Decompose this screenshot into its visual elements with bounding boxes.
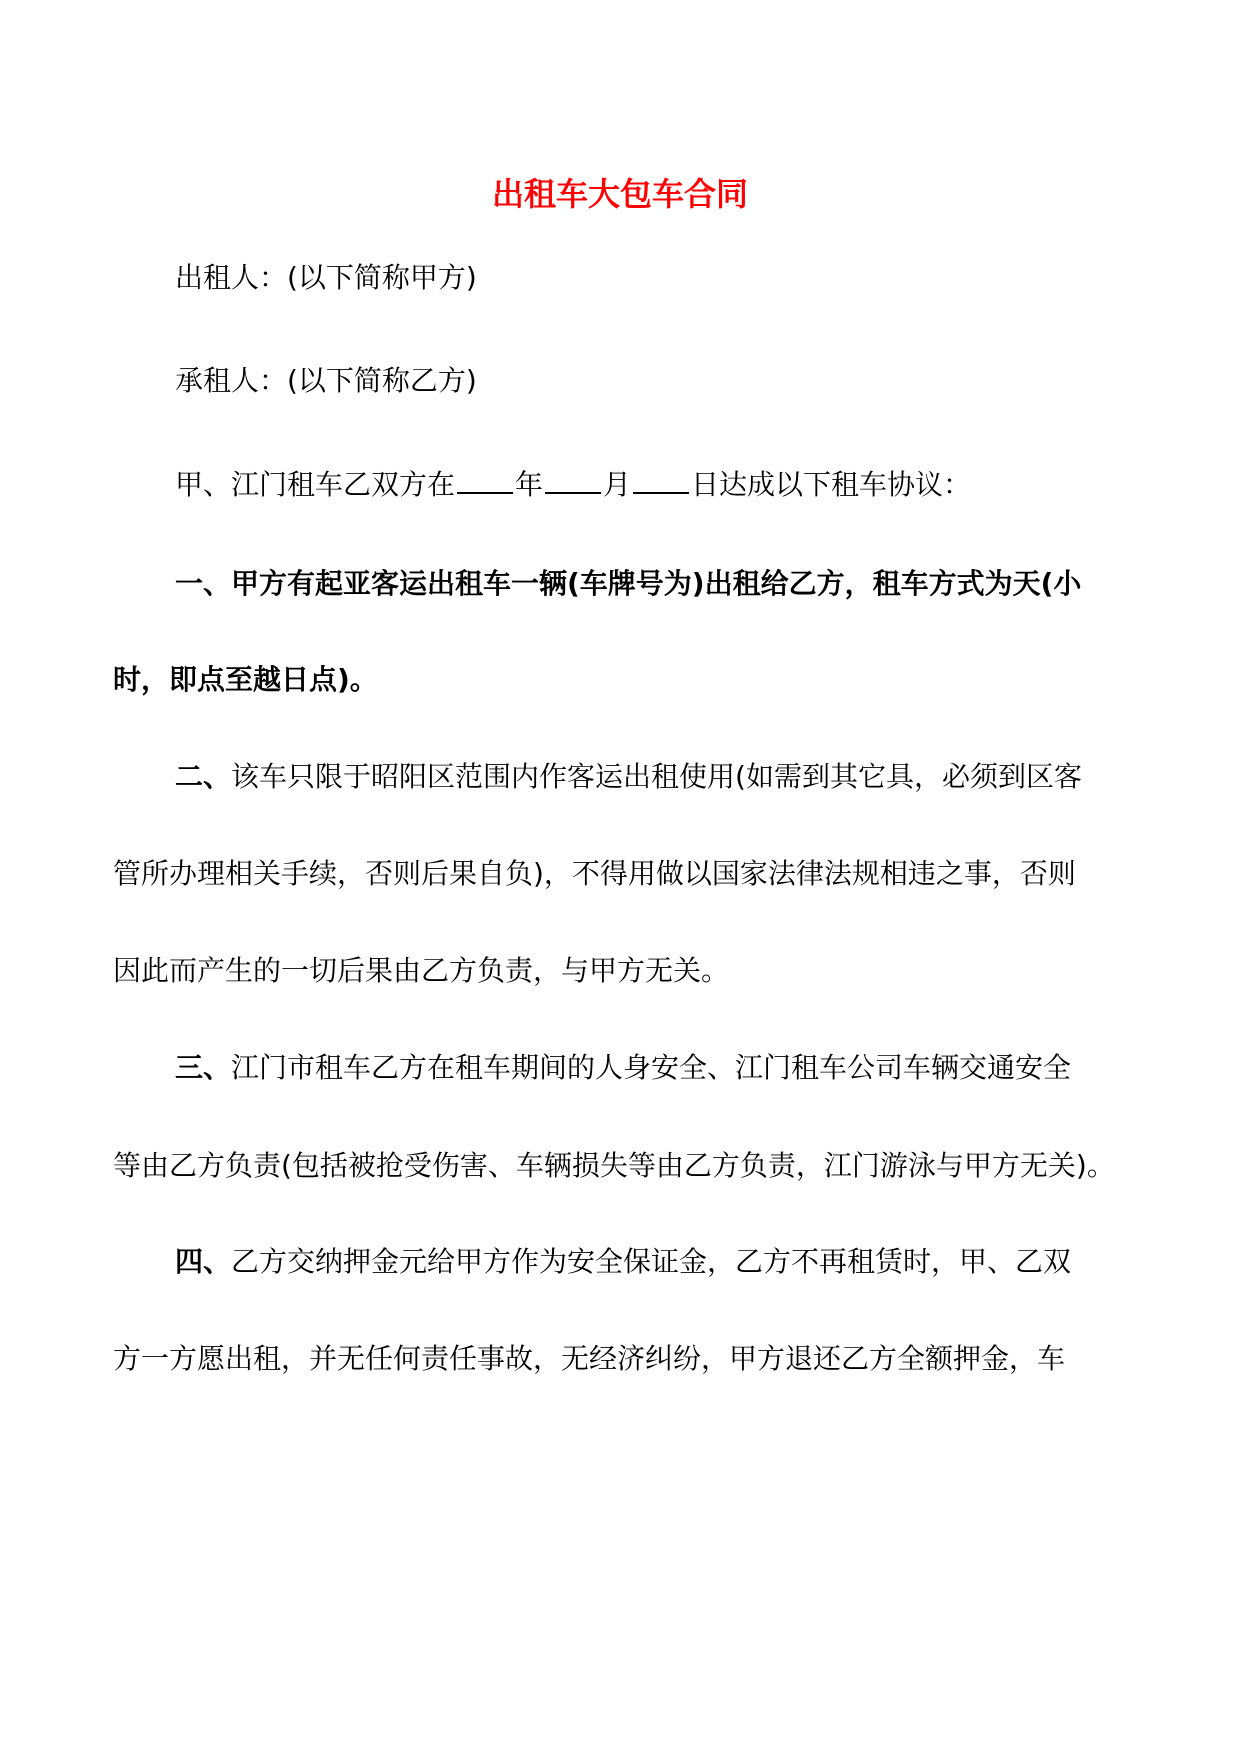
clause-3-heading: 三、 (175, 1051, 232, 1084)
clause-1-line-2: 时，即点至越日点)。 (113, 663, 378, 696)
agreement-date-line (175, 462, 971, 505)
clause-2-line-2: 管所办理相关手续，否则后果自负)，不得用做以国家法律法规相违之事，否则 (113, 857, 1076, 890)
clause-4-line-2: 方一方愿出租，并无任何责任事故，无经济纠纷，甲方退还乙方全额押金，车 (113, 1342, 1066, 1375)
clause-2-line-1 (175, 757, 1082, 797)
clause-3-line-2: 等由乙方负责(包括被抢受伤害、车辆损失等由乙方负责，江门游泳与甲方无关)。 (113, 1149, 1115, 1182)
month-blank (545, 462, 601, 494)
month-label: 月 (603, 468, 632, 501)
day-blank (633, 462, 689, 494)
lessee-line: 承租人：(以下简称乙方) (175, 364, 477, 397)
clause-3-line-1 (175, 1048, 1071, 1088)
document-title: 出租车大包车合同 (491, 175, 748, 213)
agreement-text-suffix: 日达成以下租车协议： (691, 468, 972, 501)
agreement-text-prefix: 甲、江门租车乙双方在 (175, 468, 456, 501)
clause-2-line-3: 因此而产生的一切后果由乙方负责，与甲方无关。 (113, 954, 730, 987)
lessor-line: 出租人：(以下简称甲方) (175, 261, 477, 294)
clause-3-text: 江门市租车乙方在租车期间的人身安全、江门租车公司车辆交通安全 (231, 1051, 1072, 1084)
clause-4-heading: 四、 (175, 1245, 232, 1278)
year-blank (457, 462, 513, 494)
clause-2-text: 该车只限于昭阳区范围内作客运出租使用(如需到其它具，必须到区客 (231, 760, 1082, 793)
clause-4-text: 乙方交纳押金元给甲方作为安全保证金，乙方不再租赁时，甲、乙双 (231, 1245, 1072, 1278)
clause-4-line-1 (175, 1242, 1071, 1282)
clause-1-line-1: 一、甲方有起亚客运出租车一辆(车牌号为)出租给乙方，租车方式为天(小 (175, 567, 1082, 600)
clause-2-heading: 二、 (175, 760, 232, 793)
year-label: 年 (515, 468, 544, 501)
